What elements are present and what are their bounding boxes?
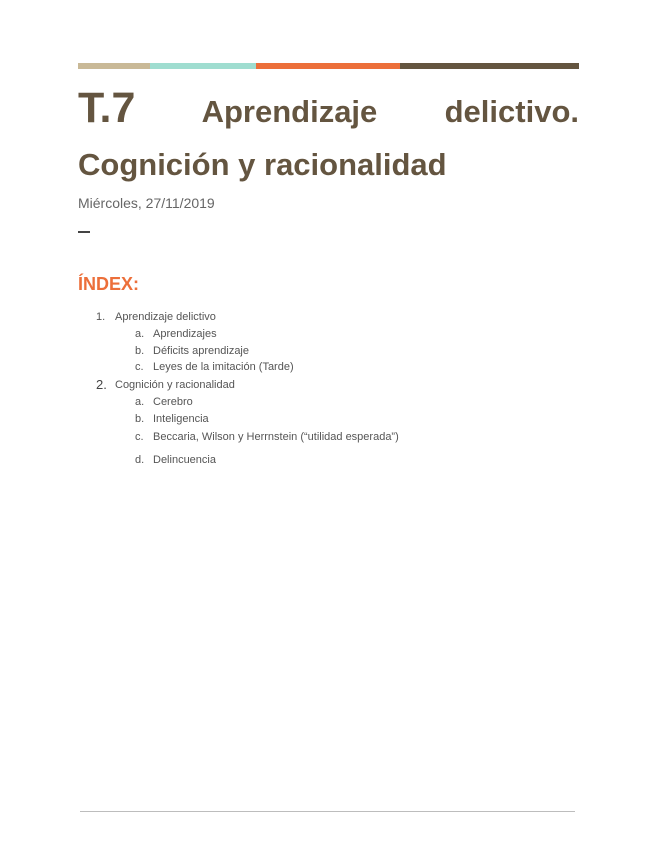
color-bar-segment-brown xyxy=(400,63,579,69)
color-bar-segment-beige xyxy=(78,63,150,69)
outline-item-label: Cognición y racionalidad xyxy=(115,379,235,391)
separator-dash xyxy=(78,231,90,233)
title-code: T.7 xyxy=(78,84,136,132)
date-line: Miércoles, 27/11/2019 xyxy=(78,195,215,211)
color-bar-segment-orange xyxy=(256,63,400,69)
outline-item-label: Aprendizaje delictivo xyxy=(115,311,216,323)
outline-subitem-label: Inteligencia xyxy=(153,413,209,425)
outline-subitem-label: Déficits aprendizaje xyxy=(153,345,249,357)
outline-subitem-letter: d. xyxy=(135,454,145,466)
page-title xyxy=(78,82,579,191)
outline-item-number: 2. xyxy=(96,377,107,392)
outline-subitem-letter: b. xyxy=(135,345,145,357)
footer-divider xyxy=(80,811,575,812)
outline-subitem-letter: a. xyxy=(135,328,145,340)
outline-subitem-label: Aprendizajes xyxy=(153,328,217,340)
title-text: Aprendizaje delictivo. Cognición y racionalidad xyxy=(78,94,579,182)
outline-subitem-label: Beccaria, Wilson y Herrnstein (“utilidad esperada”) xyxy=(153,431,399,443)
outline-subitem-label: Delincuencia xyxy=(153,454,216,466)
color-bar-segment-mint xyxy=(150,63,256,69)
outline-subitem-letter: a. xyxy=(135,396,145,408)
outline-item-number: 1. xyxy=(96,311,106,323)
outline-subitem-label: Cerebro xyxy=(153,396,193,408)
index-heading: ÍNDEX: xyxy=(78,274,140,294)
outline-subitem-label: Leyes de la imitación (Tarde) xyxy=(153,361,294,373)
header-color-bar xyxy=(78,63,579,69)
outline-subitem-letter: c. xyxy=(135,431,144,443)
outline-subitem-letter: c. xyxy=(135,361,144,373)
outline-subitem-letter: b. xyxy=(135,413,145,425)
